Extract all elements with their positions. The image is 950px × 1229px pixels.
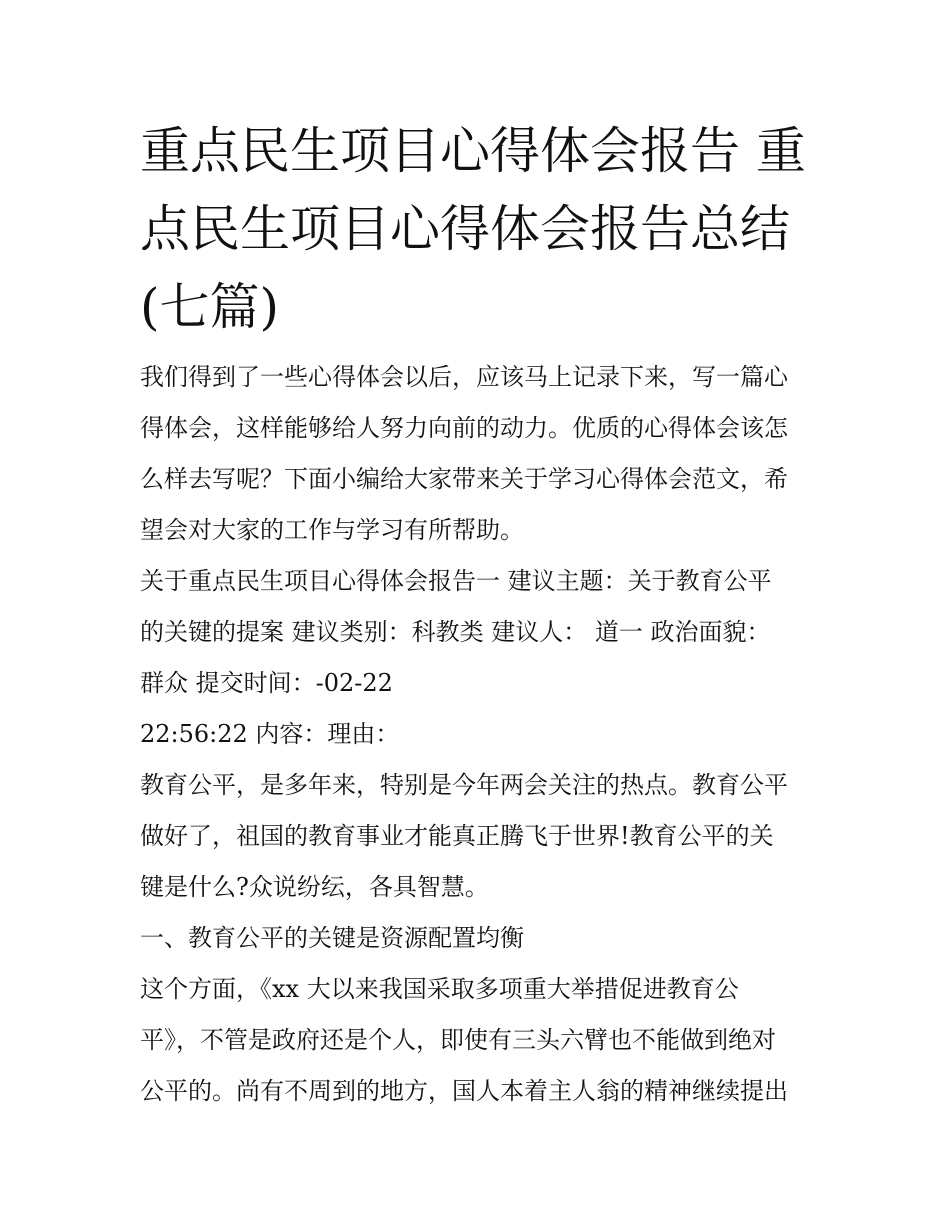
text-line: 这个方面，《xx 大以来我国采取多项重大举措促进教育公	[140, 975, 739, 1003]
text-line: 群众 提交时间：-02-22	[140, 669, 393, 697]
text-line: 键是什么?众说纷纭，各具智慧。	[140, 873, 489, 901]
text-line: 22:56:22 内容：理由：	[140, 720, 400, 748]
text-line: 平》，不管是政府还是个人，即使有三头六臂也不能做到绝对	[140, 1026, 776, 1054]
document-title	[140, 112, 812, 346]
proposal-info-paragraph	[140, 556, 812, 709]
document-body	[140, 112, 812, 1117]
text-line: 的关键的提案 建议类别：科教类 建议人： 道一 政治面貌：	[140, 618, 771, 646]
text-line: 我们得到了一些心得体会以后，应该马上记录下来，写一篇心	[140, 363, 788, 391]
text-line: 公平的。尚有不周到的地方，国人本着主人翁的精神继续提出	[140, 1077, 788, 1105]
text-line: 做好了，祖国的教育事业才能真正腾飞于世界!教育公平的关	[140, 822, 774, 850]
text-line: 望会对大家的工作与学习有所帮助。	[140, 516, 524, 544]
proposal-time-paragraph	[140, 709, 812, 760]
body-paragraph	[140, 964, 812, 1117]
text-line: 么样去写呢？下面小编给大家带来关于学习心得体会范文，希	[140, 465, 788, 493]
intro-paragraph	[140, 352, 812, 556]
text-line: 得体会，这样能够给人努力向前的动力。优质的心得体会该怎	[140, 414, 788, 442]
body-paragraph	[140, 760, 812, 913]
title-line: (七篇)	[140, 278, 280, 336]
title-line: 重点民生项目心得体会报告 重	[140, 122, 806, 180]
title-line: 点民生项目心得体会报告总结	[140, 200, 790, 258]
section-heading	[140, 913, 812, 964]
text-line: 一、教育公平的关键是资源配置均衡	[140, 924, 524, 952]
text-line: 关于重点民生项目心得体会报告一 建议主题：关于教育公平	[140, 567, 772, 595]
text-line: 教育公平，是多年来，特别是今年两会关注的热点。教育公平	[140, 771, 788, 799]
